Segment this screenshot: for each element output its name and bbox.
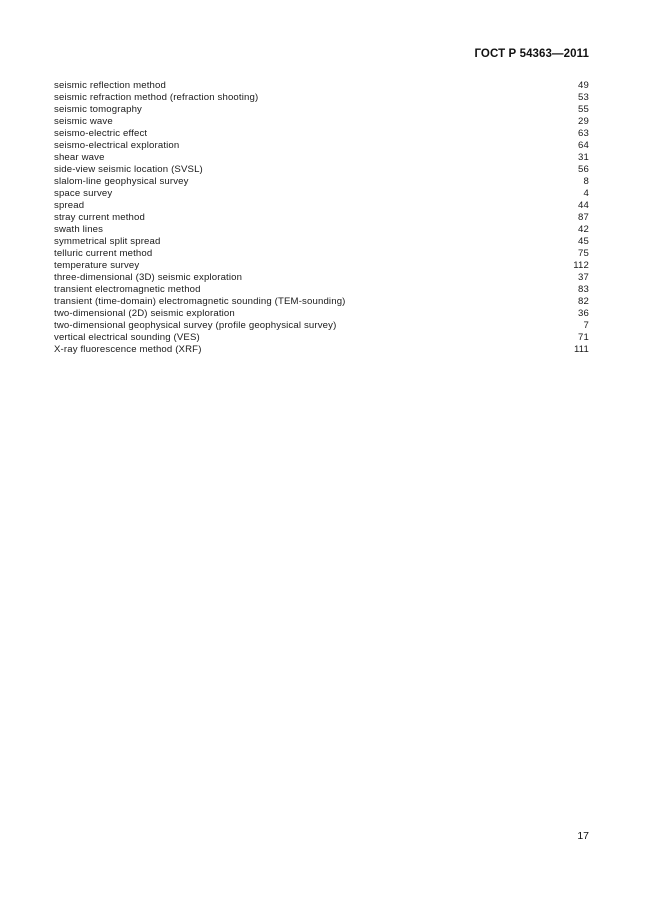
- index-entry: [54, 248, 589, 260]
- index-term: symmetrical split spread: [54, 236, 161, 247]
- index-page-ref: 63: [578, 128, 589, 139]
- index-page-ref: 29: [578, 116, 589, 127]
- index-term: transient (time-domain) electromagnetic sounding (TEM-sounding): [54, 296, 346, 307]
- index-entry: [54, 284, 589, 296]
- index-term: slalom-line geophysical survey: [54, 176, 189, 187]
- index-term: seismo-electric effect: [54, 128, 148, 139]
- index-page-ref: 7: [583, 320, 589, 331]
- index-page-ref: 42: [578, 224, 589, 235]
- index-term: telluric current method: [54, 248, 153, 259]
- index-entry: [54, 176, 589, 188]
- index-page-ref: 55: [578, 104, 589, 115]
- index-page-ref: 36: [578, 308, 589, 319]
- index-term: shear wave: [54, 152, 105, 163]
- index-term: temperature survey: [54, 260, 140, 271]
- index-term: vertical electrical sounding (VES): [54, 332, 200, 343]
- index-entry: [54, 224, 589, 236]
- index-term: two-dimensional geophysical survey (profile geophysical survey): [54, 320, 337, 331]
- index-entry: [54, 308, 589, 320]
- index-term: seismic wave: [54, 116, 113, 127]
- index-term: three-dimensional (3D) seismic exploration: [54, 272, 243, 283]
- index-page-ref: 44: [578, 200, 589, 211]
- index-entry: [54, 212, 589, 224]
- index-page-ref: 56: [578, 164, 589, 175]
- index-entry: [54, 272, 589, 284]
- alphabetical-index: [54, 80, 589, 356]
- index-page-ref: 49: [578, 80, 589, 91]
- index-page-ref: 87: [578, 212, 589, 223]
- index-term: space survey: [54, 188, 113, 199]
- index-page-ref: 112: [573, 260, 589, 271]
- index-page-ref: 45: [578, 236, 589, 247]
- index-page-ref: 53: [578, 92, 589, 103]
- index-page-ref: 31: [578, 152, 589, 163]
- index-page-ref: 83: [578, 284, 589, 295]
- index-page-ref: 82: [578, 296, 589, 307]
- index-term: two-dimensional (2D) seismic exploration: [54, 308, 235, 319]
- index-term: spread: [54, 200, 85, 211]
- index-page-ref: 111: [573, 344, 589, 355]
- index-page-ref: 71: [578, 332, 589, 343]
- index-entry: [54, 92, 589, 104]
- index-term: seismic refraction method (refraction shooting): [54, 92, 259, 103]
- index-entry: [54, 188, 589, 200]
- index-term: swath lines: [54, 224, 104, 235]
- index-entry: [54, 104, 589, 116]
- index-entry: [54, 152, 589, 164]
- page-number: 17: [577, 830, 589, 842]
- index-entry: [54, 140, 589, 152]
- index-term: seismo-electrical exploration: [54, 140, 180, 151]
- index-term: transient electromagnetic method: [54, 284, 201, 295]
- index-term: seismic reflection method: [54, 80, 166, 91]
- index-entry: [54, 344, 589, 356]
- index-page-ref: 64: [578, 140, 589, 151]
- document-standard-id: ГОСТ Р 54363—2011: [474, 48, 589, 60]
- index-entry: [54, 200, 589, 212]
- index-entry: [54, 128, 589, 140]
- index-entry: [54, 260, 589, 272]
- index-entry: [54, 332, 589, 344]
- index-term: seismic tomography: [54, 104, 143, 115]
- index-entry: [54, 320, 589, 332]
- index-term: stray current method: [54, 212, 145, 223]
- index-page-ref: 8: [583, 176, 589, 187]
- index-term: X-ray fluorescence method (XRF): [54, 344, 202, 355]
- index-entry: [54, 236, 589, 248]
- index-page-ref: 75: [578, 248, 589, 259]
- index-entry: [54, 296, 589, 308]
- index-page-ref: 37: [578, 272, 589, 283]
- index-entry: [54, 116, 589, 128]
- index-entry: [54, 164, 589, 176]
- index-entry: [54, 80, 589, 92]
- index-term: side-view seismic location (SVSL): [54, 164, 203, 175]
- index-page-ref: 4: [583, 188, 589, 199]
